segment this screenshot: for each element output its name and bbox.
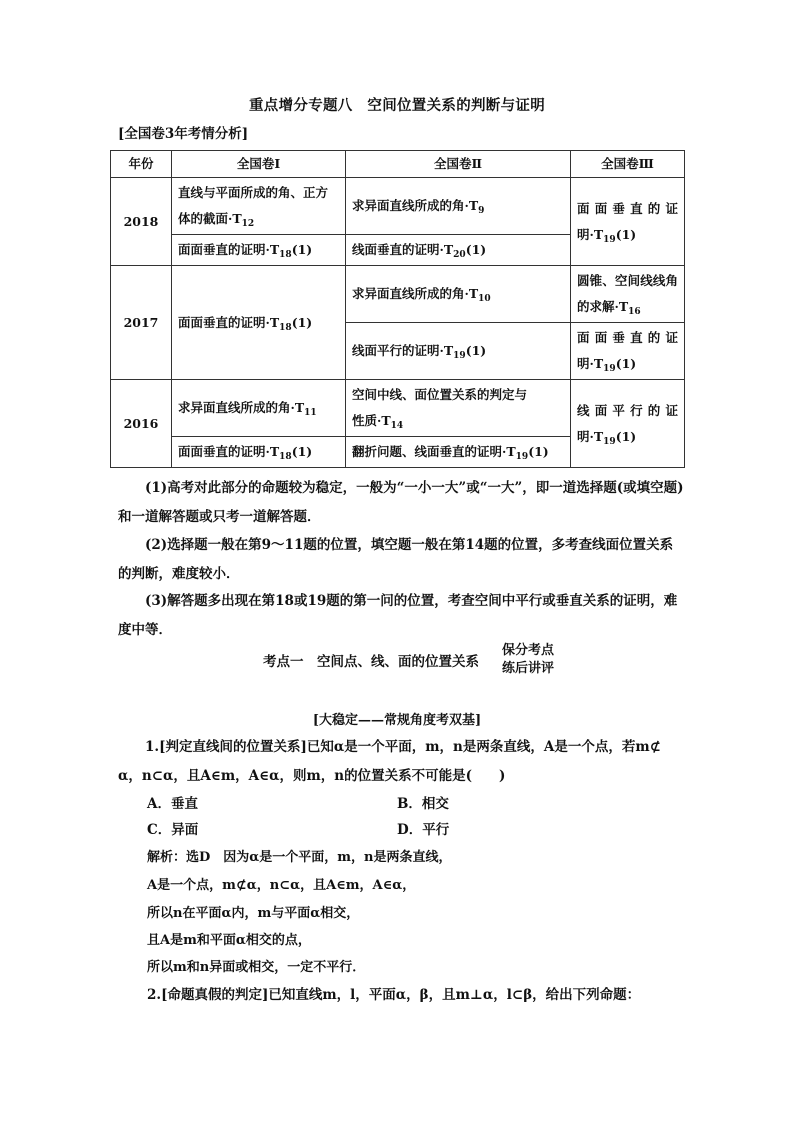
year-cell: 2017 bbox=[111, 266, 172, 380]
option-c: C．异面 bbox=[147, 822, 199, 838]
analysis-line: 解析：选D 因为α是一个平面，m，n是两条直线， bbox=[147, 850, 452, 865]
header-paper2: 全国卷Ⅱ bbox=[346, 151, 571, 178]
year-cell: 2016 bbox=[111, 380, 172, 468]
option-d: D．平行 bbox=[397, 822, 450, 838]
note-paragraph-3: (3)解答题多出现在第18或19题的第一问的位置，考查空间中平行或垂直关系的证明，难度中等． bbox=[118, 593, 678, 638]
header-paper3: 全国卷Ⅲ bbox=[571, 151, 685, 178]
table-cell: 面面垂直的证明$\cdot T_{18}(1)$ bbox=[172, 235, 346, 266]
table-cell: 求异面直线所成的角$\cdot T_9$ bbox=[346, 178, 571, 235]
header-year: 年份 bbox=[111, 151, 172, 178]
analysis-line: 且A是m和平面α相交的点， bbox=[147, 933, 311, 948]
table-cell: 求异面直线所成的角$\cdot T_{10}$ bbox=[346, 266, 571, 323]
option-b: B．相交 bbox=[397, 796, 449, 812]
header-paper1: 全国卷Ⅰ bbox=[172, 151, 346, 178]
section-tag: 保分考点 练后讲评 bbox=[502, 643, 555, 676]
analysis-line: A是一个点，m⊄α，n⊂α，且A∈m，A∈α， bbox=[147, 878, 416, 893]
table-cell: 线面平行的证明$\cdot T_{19}(1)$ bbox=[346, 323, 571, 380]
analysis-line: 所以m和n异面或相交，一定不平行． bbox=[147, 960, 366, 975]
table-cell: 直线与平面所成的角、正方体的截面$\cdot T_{12}$ bbox=[172, 178, 346, 235]
section-heading: 考点一 空间点、线、面的位置关系 bbox=[263, 654, 479, 670]
table-row bbox=[111, 178, 685, 235]
table-cell: 线面平行的证 明$\cdot T_{19}(1)$ bbox=[571, 380, 685, 468]
question-1-stem: 1.[判定直线间的位置关系]已知α是一个平面，m，n是两条直线，A是一个点，若m⊄ α，n⊂α，且A∈m，A∈α，则m，n的位置关系不可能是( ) bbox=[118, 739, 661, 784]
analysis-line: 所以n在平面α内，m与平面α相交， bbox=[147, 906, 360, 921]
table-header-row bbox=[111, 151, 685, 178]
year-cell: 2018 bbox=[111, 178, 172, 266]
table-cell: 面面垂直的证明$\cdot T_{18}(1)$ bbox=[172, 266, 346, 380]
note-paragraph-2: (2)选择题一般在第9～11题的位置，填空题一般在第14题的位置，多考查线面位置关系的判断，难度较小． bbox=[118, 537, 674, 582]
table-cell: 线面垂直的证明$\cdot T_{20}(1)$ bbox=[346, 235, 571, 266]
table-cell: 圆锥、空间线线角 的求解$\cdot T_{16}$ bbox=[571, 266, 685, 323]
subsection-heading: [大稳定——常规角度考双基] bbox=[312, 713, 482, 728]
option-a: A．垂直 bbox=[147, 796, 198, 812]
table-cell: 面面垂直的证 明$\cdot T_{19}(1)$ bbox=[571, 178, 685, 266]
table-cell: 求异面直线所成的角$\cdot T_{11}$ bbox=[172, 380, 346, 437]
note-paragraph-1: (1)高考对此部分的命题较为稳定，一般为“一小一大”或“一大”，即一道选择题(或填空题)和一道解答题或只考一道解答题． bbox=[118, 480, 684, 525]
table-cell: 空间中线、面位置关系的判定与 性质$\cdot T_{14}$ bbox=[346, 380, 571, 437]
exam-analysis-table bbox=[110, 150, 685, 468]
question-2-stem: 2.[命题真假的判定]已知直线m，l，平面α，β，且m⊥α，l⊂β，给出下列命题： bbox=[147, 987, 641, 1003]
table-row bbox=[111, 266, 685, 323]
analysis-title: [全国卷3年考情分析] bbox=[118, 126, 249, 142]
table-cell: 翻折问题、线面垂直的证明$\cdot T_{19}(1)$ bbox=[346, 437, 571, 468]
table-cell: 面面垂直的证明$\cdot T_{18}(1)$ bbox=[172, 437, 346, 468]
page-title: 重点增分专题八 空间位置关系的判断与证明 bbox=[249, 97, 545, 114]
table-cell: 面面垂直的证 明$\cdot T_{19}(1)$ bbox=[571, 323, 685, 380]
table-row bbox=[111, 380, 685, 437]
